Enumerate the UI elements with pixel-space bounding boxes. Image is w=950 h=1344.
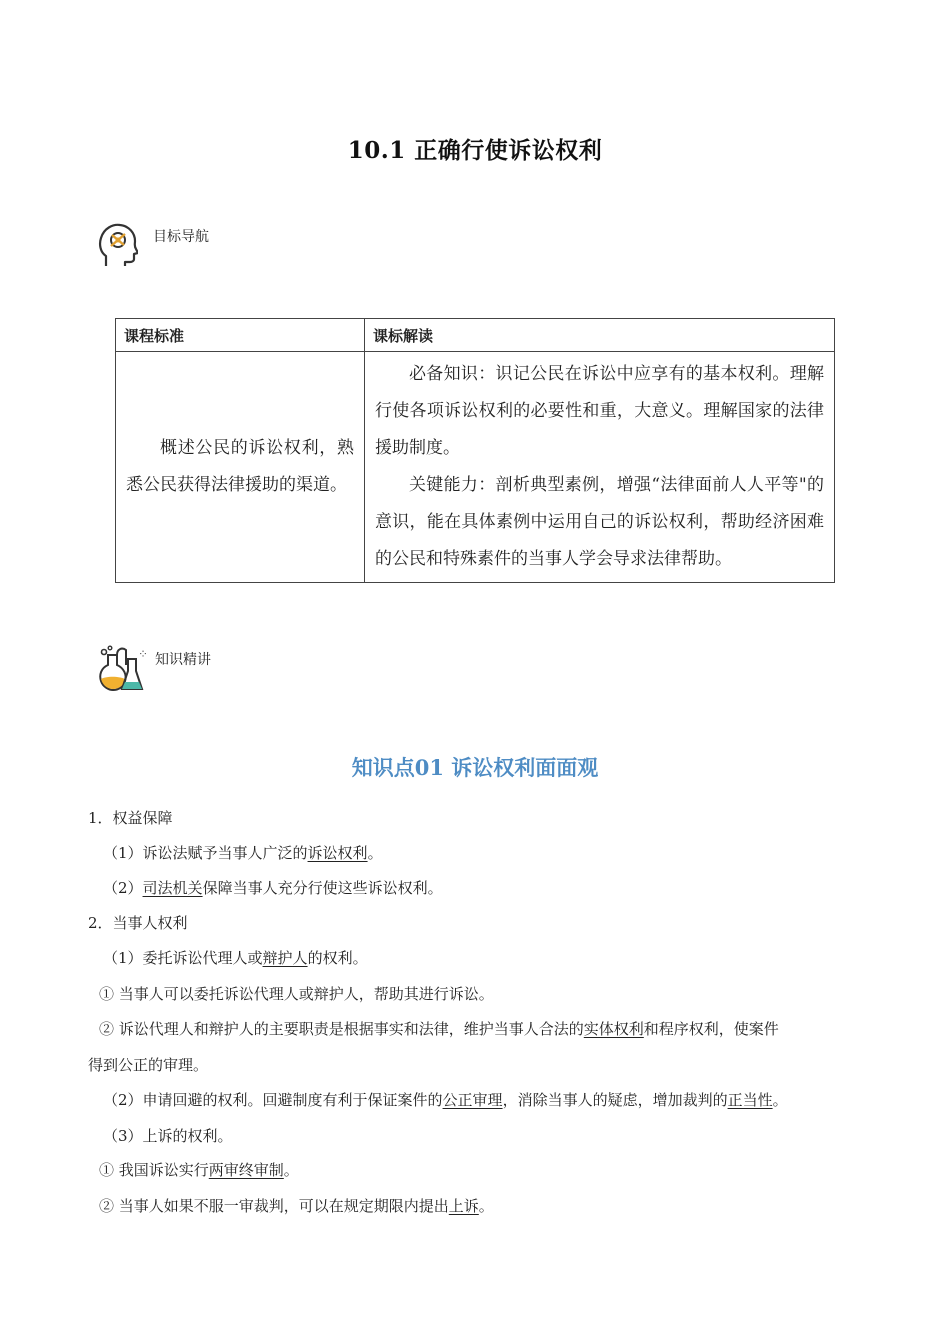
list-item: （2）申请回避的权利。回避制度有利于保证案件的公正审理，消除当事人的疑虑，增加裁判的正当性。: [103, 1091, 788, 1109]
goals-section-label: 目标导航: [153, 229, 209, 245]
list-item-continuation: 得到公正的审理。: [88, 1056, 209, 1074]
underlined-term: 正当性: [727, 1091, 773, 1109]
underlined-term: 两审终审制: [208, 1161, 284, 1179]
list-item: ② 诉讼代理人和辩护人的主要职责是根据事实和法律，维护当事人合法的实体权利和程序权利，使案件: [99, 1020, 779, 1038]
standards-table: [115, 318, 835, 583]
list-item: ② 当事人如果不服一审裁判，可以在规定期限内提出上诉。: [99, 1197, 494, 1215]
interpretation-cell: [365, 352, 835, 583]
table-header-standard: 课程标准: [116, 319, 365, 352]
list-item: （3）上诉的权利。: [103, 1127, 233, 1145]
head-gears-icon: [98, 222, 138, 268]
page-title: 10.1 正确行使诉讼权利: [347, 137, 603, 164]
interpretation-knowledge: 必备知识：识记公民在诉讼中应享有的基本权利。理解行使各项诉讼权利的必要性和重，大意义。理解国家的法律援助制度。: [375, 364, 824, 458]
standard-text: 概述公民的诉讼权利，熟悉公民获得法律援助的渠道。: [126, 438, 354, 495]
table-header-interpretation: 课标解读: [365, 319, 835, 352]
list-item: （1）委托诉讼代理人或辩护人的权利。: [103, 949, 368, 967]
underlined-term: 辩护人: [262, 949, 308, 967]
list-item: ① 当事人可以委托诉讼代理人或辩护人，帮助其进行诉讼。: [99, 985, 494, 1003]
underlined-term: 诉讼权利: [307, 844, 368, 862]
list-item: ① 我国诉讼实行两审终审制。: [99, 1161, 299, 1179]
underlined-term: 公正审理: [442, 1091, 503, 1109]
list-item: （2）司法机关保障当事人充分行使这些诉讼权利。: [103, 879, 443, 897]
interpretation-ability: 关键能力：剖析典型素例，增强“法律面前人人平等"的意识，能在具体素例中运用自己的诉讼权利，帮助经济困难的公民和特殊素件的当事人学会导求法律帮助。: [375, 475, 824, 569]
list-item: （1）诉讼法赋予当事人广泛的诉讼权利。: [103, 844, 383, 862]
sparkle-icon: ⁘: [138, 647, 149, 661]
underlined-term: 上诉: [448, 1197, 479, 1215]
heading-party-rights: 2．当事人权利: [88, 914, 188, 932]
heading-rights-guarantee: 1．权益保障: [88, 809, 173, 827]
knowledge-section-header: [98, 645, 298, 695]
underlined-term: 司法机关: [142, 879, 203, 897]
goals-section-header: [98, 222, 298, 272]
underlined-term: 实体权利: [583, 1020, 644, 1038]
knowledge-section-label: 知识精讲: [155, 652, 211, 668]
knowledge-point-title: 知识点01 诉讼权利面面观: [351, 755, 599, 780]
standard-cell: [116, 352, 365, 583]
